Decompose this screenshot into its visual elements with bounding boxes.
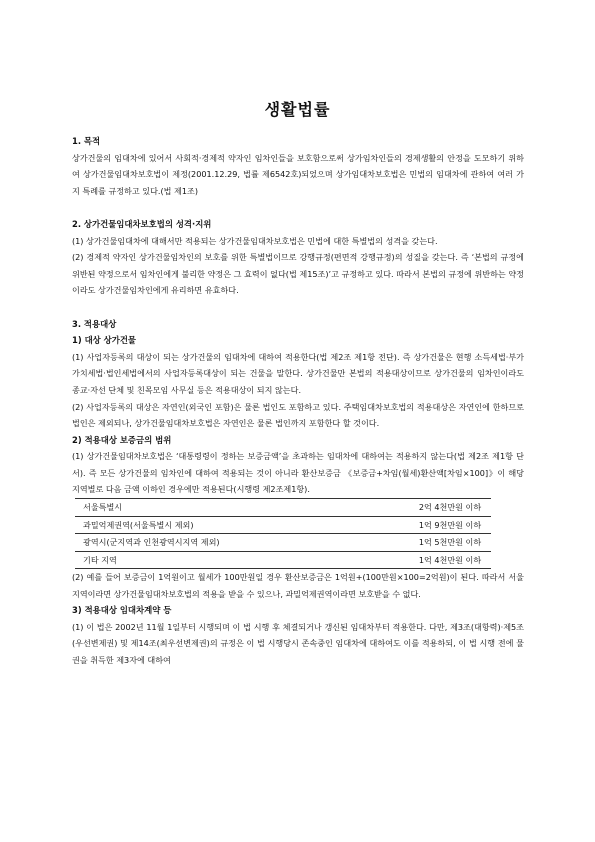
amount-cell: 2억 4천만원 이하 [409, 499, 491, 517]
region-cell: 기타 지역 [75, 551, 409, 569]
document-body [72, 133, 524, 669]
table-row [75, 499, 491, 517]
amount-cell: 1억 4천만원 이하 [409, 551, 491, 569]
amount-cell: 1억 5천만원 이하 [409, 534, 491, 552]
table-row [75, 534, 491, 552]
deposit-limit-table [75, 498, 491, 569]
table-row [75, 551, 491, 569]
section-2-paragraph-1: (1) 상가건물임대차에 대해서만 적용되는 상가건물임대차보호법은 민법에 대한 특별법의 성격을 갖는다. [72, 235, 438, 246]
section-3-heading: 3. 적용대상 [72, 318, 117, 329]
region-cell: 광역시(군지역과 인천광역시지역 제외) [75, 534, 409, 552]
section-1-paragraph-1: 상가건물의 임대차에 있어서 사회적·경제적 약자인 임차인들을 보호함으로써 상가임차인들의 경제생활의 안정을 도모하기 위하여 상가건물임대차보호법이 제정(2001.12.29, 법률 제6542호)되었으며 상가임대차보호법은 민법의 임대차에 관하여 여러 가지 특례를 규정하고 있다.(법 제1조) [72, 152, 524, 196]
subsection-2-heading: 2) 적용대상 보증금의 범위 [72, 434, 172, 445]
subsection-1-heading: 1) 대상 상가건물 [72, 335, 137, 346]
region-cell: 서울특별시 [75, 499, 409, 517]
subsection-2-paragraph-2: (2) 예를 들어 보증금이 1억원이고 월세가 100만원일 경우 환산보증금은 1억원+(100만원×100=2억원)이 된다. 따라서 서울지역이라면 상가건물임대차보호법의 적용을 받을 수 있으나, 과밀억제권역이라면 보호받을 수 없다. [72, 572, 524, 599]
subsection-3-heading: 3) 적용대상 임대차계약 등 [72, 605, 172, 616]
section-2-heading: 2. 상가건물임대차보호법의 성격·지위 [72, 218, 212, 229]
subsection-2-paragraph-1: (1) 상가건물임대차보호법은 ‘대통령령이 정하는 보증금액’을 초과하는 임대차에 대하여는 적용하지 않는다(법 제2조 제1항 단서). 즉 모든 상가건물의 임차인에 대하여 적용되는 것이 아니라 환산보증금 《보증금+차임(월세)환산액[차임×100]》이 해당 지역별로 다음 금액 이하인 경우에만 적용된다(시행령 제2조제1항). [72, 451, 524, 495]
region-cell: 과밀억제권역(서울특별시 제외) [75, 516, 409, 534]
section-1-heading: 1. 목적 [72, 136, 101, 146]
document-title: 생활법률 [264, 100, 331, 119]
table-row [75, 516, 491, 534]
subsection-3-paragraph-1: (1) 이 법은 2002년 11월 1일부터 시행되며 이 법 시행 후 체결되거나 갱신된 임대차부터 적용한다. 다만, 제3조(대항력)·제5조(우선변제권) 및 제14조(최우선변제권)의 규정은 이 법 시행당시 존속중인 임대차에 대하여도 이를 적용하되, 이 법 시행 전에 물권을 취득한 제3자에 대하여 [72, 621, 524, 666]
subsection-1-paragraph-2: (2) 사업자등록의 대상은 자연인(외국인 포함)은 물론 법인도 포함하고 있다. 주택임대차보호법의 적용대상은 자연인에 한하므로 법인은 제외되나, 상가건물임대차보호법은 자연인은 물론 법인까지 포함한다 할 것이다. [72, 401, 524, 429]
amount-cell: 1억 9천만원 이하 [409, 516, 491, 534]
section-2-paragraph-2: (2) 경제적 약자인 상가건물임차인의 보호를 위한 특별법이므로 강행규정(편면적 강행규정)의 성질을 갖는다. 즉 ‘본법의 규정에 위반된 약정으로서 임차인에게 불리한 약정은 그 효력이 없다(법 제15조)’고 규정하고 있다. 따라서 본법의 규정에 위반하는 약정이라도 상가건물임차인에게 유리하면 유효하다. [72, 252, 524, 296]
subsection-1-paragraph-1: (1) 사업자등록의 대상이 되는 상가건물의 임대차에 대하여 적용한다(법 제2조 제1항 전단). 즉 상가건물은 현행 소득세법·부가가치세법·법인세법에서의 사업자등록대상이 되는 건물을 말한다. 상가건물만 본법의 적용대상이므로 상가건물의 임차인이라도 종교·자선 단체 및 친목모임 사무실 등은 적용대상이 되지 않는다. [72, 351, 524, 395]
